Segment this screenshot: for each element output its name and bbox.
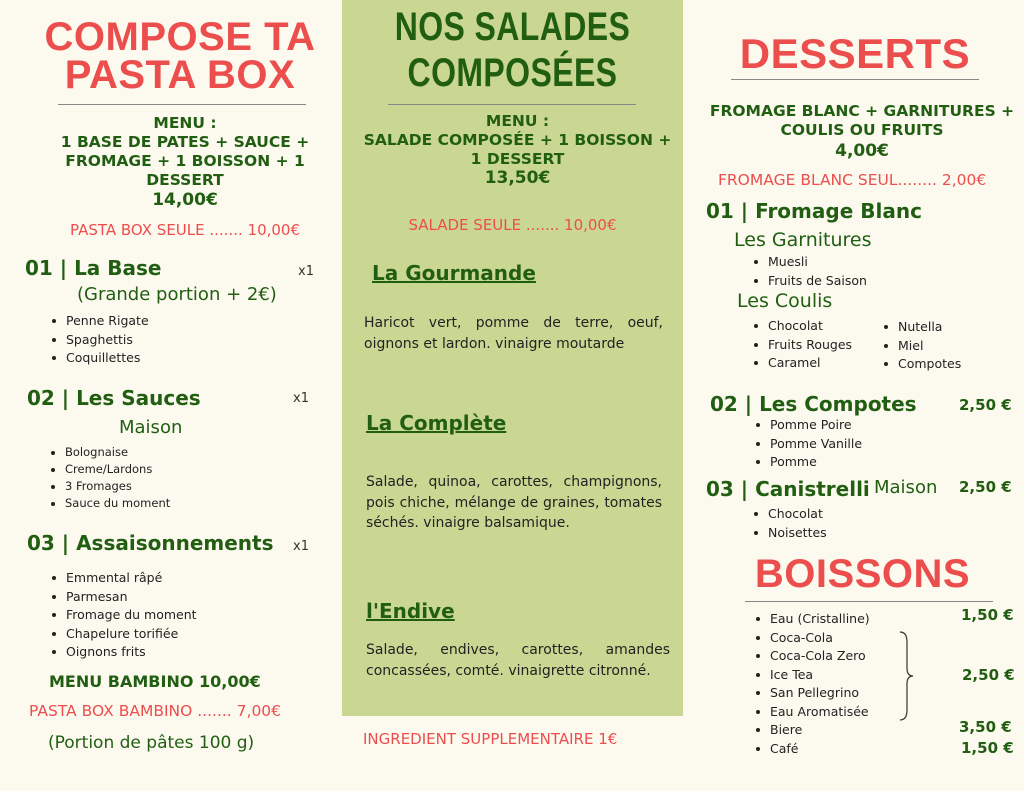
list-item: Spaghettis — [50, 331, 149, 350]
base-list — [50, 312, 149, 368]
list-item: Sauce du moment — [49, 495, 170, 512]
salade-seule-price: SALADE SEULE ....... 10,00€ — [408, 216, 617, 234]
list-item: Nutella — [882, 318, 961, 337]
section-assaisonnements-title: 03 | Assaisonnements — [27, 531, 274, 555]
list-item: Chocolat — [752, 317, 852, 336]
list-item: Fruits Rouges — [752, 336, 852, 355]
list-item: Ice Tea — [754, 666, 870, 685]
list-item: Caramel — [752, 354, 852, 373]
section-sauces-title: 02 | Les Sauces — [27, 386, 201, 410]
pasta-title-line1: COMPOSE TA — [44, 15, 316, 59]
pasta-title-line2: PASTA BOX — [64, 53, 296, 97]
price-sodas: 2,50 € — [962, 666, 1015, 684]
menu-label: MENU : — [485, 112, 550, 130]
list-item: Fruits de Saison — [752, 272, 867, 291]
section-fromage-blanc-title: 01 | Fromage Blanc — [706, 199, 922, 223]
list-item: Emmental râpé — [50, 569, 197, 588]
fromage-blanc-seul-price: FROMAGE BLANC SEUL........ 2,00€ — [718, 171, 987, 189]
menu-price: 4,00€ — [835, 141, 889, 161]
list-item: Biere — [754, 721, 870, 740]
menu-desc: SALADE COMPOSÉE + 1 BOISSON + 1 DESSERT — [363, 131, 672, 168]
garnitures-label: Les Garnitures — [734, 229, 872, 251]
list-item: Coquillettes — [50, 349, 149, 368]
boissons-list — [754, 610, 870, 758]
list-item: Eau Aromatisée — [754, 703, 870, 722]
list-item: Coca-Cola — [754, 629, 870, 648]
salade-complete-title: La Complète — [366, 411, 507, 435]
divider — [58, 104, 306, 105]
list-item: Chocolat — [752, 505, 827, 524]
qty: x1 — [293, 539, 309, 554]
boissons-title: BOISSONS — [754, 552, 971, 596]
menu-desc: FROMAGE BLANC + GARNITURES + COULIS OU FRUITS — [709, 102, 1015, 139]
salade-desc: Haricot vert, pomme de terre, oeuf, oignons et lardon. vinaigre moutarde — [364, 315, 663, 352]
salade-desc: Salade, endives, carottes, amandes concassées, comté. vinaigrette citronné. — [366, 642, 670, 679]
list-item: Compotes — [882, 355, 961, 374]
list-item: 3 Fromages — [49, 478, 170, 495]
price-eau: 1,50 € — [961, 606, 1014, 624]
list-item: Eau (Cristalline) — [754, 610, 870, 629]
salades-title-line2: COMPOSÉES — [407, 51, 618, 95]
garnitures-list — [752, 253, 867, 290]
coulis-list — [752, 317, 852, 373]
list-item: San Pellegrino — [754, 684, 870, 703]
salades-title — [376, 4, 649, 96]
price-biere: 3,50 € — [959, 718, 1012, 736]
price-cafe: 1,50 € — [961, 739, 1014, 757]
coulis-label: Les Coulis — [737, 290, 833, 312]
divider — [731, 79, 979, 80]
desserts-title: DESSERTS — [739, 30, 971, 77]
base-note: (Grande portion + 2€) — [77, 284, 277, 305]
bambino-note: (Portion de pâtes 100 g) — [48, 733, 255, 753]
list-item: Café — [754, 740, 870, 759]
list-item: Muesli — [752, 253, 867, 272]
assaisonnements-list — [50, 569, 197, 662]
pasta-box-bambino: PASTA BOX BAMBINO ....... 7,00€ — [29, 702, 282, 720]
section-canistrelli-title: 03 | Canistrelli — [706, 477, 870, 501]
salades-title-line1: NOS SALADES — [394, 5, 631, 49]
compotes-price: 2,50 € — [959, 396, 1012, 414]
list-item: Miel — [882, 337, 961, 356]
pasta-menu — [40, 114, 330, 210]
menu-price: 14,00€ — [152, 190, 218, 210]
coulis-list-2 — [882, 318, 961, 374]
section-compotes-title: 02 | Les Compotes — [710, 392, 917, 416]
supplement-price: INGREDIENT SUPPLEMENTAIRE 1€ — [363, 730, 618, 748]
list-item: Noisettes — [752, 524, 827, 543]
menu-price: 13,50€ — [484, 168, 551, 188]
pasta-seule-price: PASTA BOX SEULE ....... 10,00€ — [69, 221, 301, 239]
list-item: Bolognaise — [49, 444, 170, 461]
canistrelli-price: 2,50 € — [959, 478, 1012, 496]
qty: x1 — [293, 391, 309, 406]
sauces-note: Maison — [119, 417, 183, 438]
list-item: Creme/Lardons — [49, 461, 170, 478]
menu-label: MENU : — [153, 114, 217, 132]
divider — [388, 104, 636, 105]
brace-icon — [898, 630, 918, 722]
canistrelli-note: Maison — [874, 477, 938, 498]
list-item: Coca-Cola Zero — [754, 647, 870, 666]
salade-gourmande-title: La Gourmande — [372, 261, 536, 285]
salade-desc: Salade, quinoa, carottes, champignons, pois chiche, mélange de graines, tomates séchés. vinaigre balsamique. — [366, 474, 662, 531]
list-item: Penne Rigate — [50, 312, 149, 331]
list-item: Chapelure torifiée — [50, 625, 197, 644]
list-item: Pomme — [754, 453, 862, 472]
pasta-title — [20, 15, 340, 97]
section-base-title: 01 | La Base — [25, 256, 162, 280]
salades-menu — [360, 112, 675, 188]
list-item: Fromage du moment — [50, 606, 197, 625]
list-item: Parmesan — [50, 588, 197, 607]
list-item: Oignons frits — [50, 643, 197, 662]
canistrelli-list — [752, 505, 827, 542]
salade-endive-title: l'Endive — [366, 599, 455, 623]
compotes-list — [754, 416, 862, 472]
desserts-menu — [700, 102, 1024, 161]
list-item: Pomme Poire — [754, 416, 862, 435]
qty: x1 — [298, 264, 314, 279]
divider — [745, 601, 993, 602]
menu-bambino: MENU BAMBINO 10,00€ — [49, 672, 261, 691]
menu-desc: 1 BASE DE PATES + SAUCE + FROMAGE + 1 BOISSON + 1 DESSERT — [60, 133, 310, 189]
sauces-list — [49, 444, 170, 512]
list-item: Pomme Vanille — [754, 435, 862, 454]
